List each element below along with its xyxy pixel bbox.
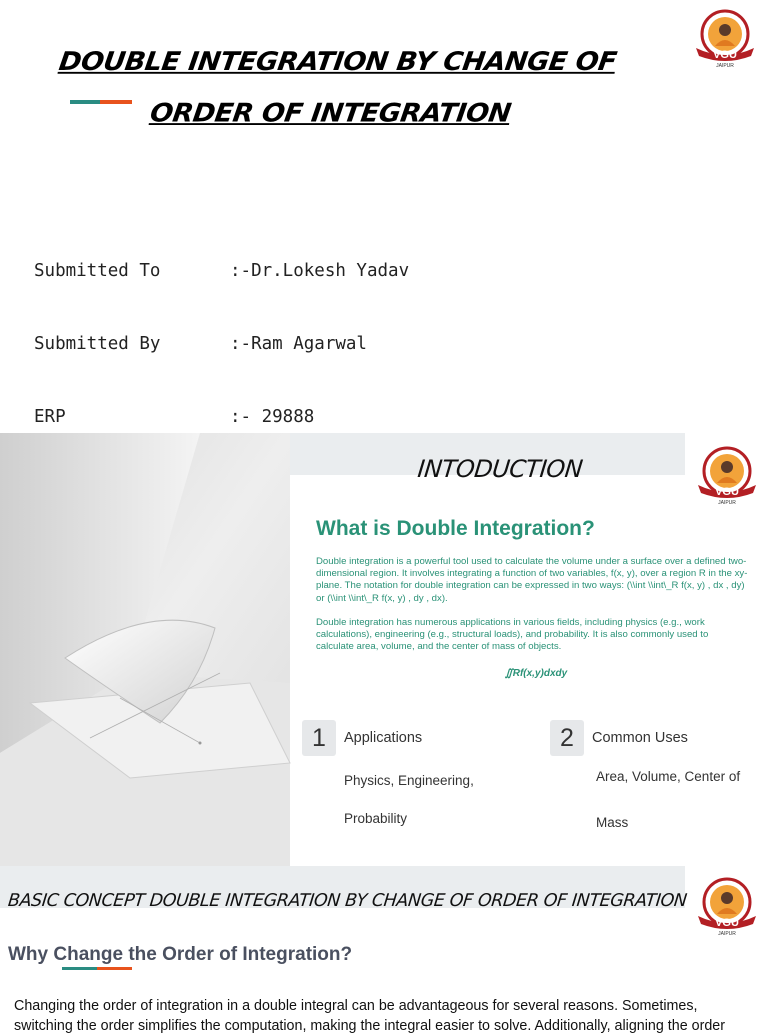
info-row [34,332,409,356]
heading-underline [62,967,132,970]
section-heading: What is Double Integration? [316,517,595,540]
slide-title: BASIC CONCEPT DOUBLE INTEGRATION BY CHANGE OF ORDER OF INTEGRATION [6,891,688,911]
intro-paragraph: Double integration is a powerful tool used to calculate the volume under a surface over a defined two-dimensional region. It involves integrating a function of two variables, f(x, y), over a region R in the xy-plane. The notation for double integration can be expressed in two ways: (\\int \\int\_R f(x, y) , dx , dy) or (\\int \\int\_R f(x, y) , dy , dx). [316,556,748,604]
info-value: :-Dr.Lokesh Yadav [230,260,410,281]
curved-surface-image [0,433,290,866]
applications-paragraph: Double integration has numerous applications in various fields, including physics (e.g., work calculations), engineering (e.g., structural loads), and probability. It is also commonly used to calculate area, volume, and the center of mass of objects. [316,617,709,653]
logo-graphic [690,445,764,507]
accent-orange [97,967,132,970]
logo-graphic [688,8,762,70]
card-line: Physics, Engineering, [344,773,474,788]
university-logo [688,8,762,70]
university-logo [690,876,764,938]
card-line: Probability [344,811,408,826]
card-number: 2 [550,720,584,756]
card-title: Common Uses [592,730,688,746]
accent-bar [70,100,132,104]
body-paragraph: Changing the order of integration in a double integral can be advantageous for several reasons. Sometimes, switching the order simplifies the computation, making the integral easier to solve. Additionally, aligning the order [14,998,725,1034]
section-heading: Why Change the Order of Integration? [8,944,353,965]
logo-sub: JAIPUR [716,63,734,69]
logo-sub: JAIPUR [718,500,736,506]
card-line: Area, Volume, Center of [596,769,741,784]
university-logo [690,445,764,507]
logo-text: VGU [715,917,739,929]
slide-title: INTODUCTION [416,455,584,483]
info-key: Submitted By [34,334,161,355]
card-title: Applications [344,730,423,746]
info-value: :-Ram Agarwal [230,334,367,355]
accent-teal [70,100,100,104]
title-slide [0,0,768,432]
formula: ∬Rf(x,y)dxdy [504,668,568,679]
info-key: ERP [34,407,66,428]
accent-teal [62,967,97,970]
introduction-slide [0,433,768,866]
card-line: Mass [596,815,629,830]
logo-text: VGU [715,486,739,498]
accent-orange [100,100,132,104]
info-key: Submitted To [34,260,161,281]
slide-title: DOUBLE INTEGRATION BY CHANGE OF ORDER OF INTEGRATION [57,47,619,128]
logo-sub: JAIPUR [718,931,736,937]
basic-concept-slide [0,866,768,1034]
info-row [34,259,409,283]
surface-illustration [0,433,290,866]
info-value: :- 29888 [230,407,315,428]
info-row [34,405,409,429]
logo-text: VGU [713,49,737,61]
logo-graphic [690,876,764,938]
card-number: 1 [302,720,336,756]
